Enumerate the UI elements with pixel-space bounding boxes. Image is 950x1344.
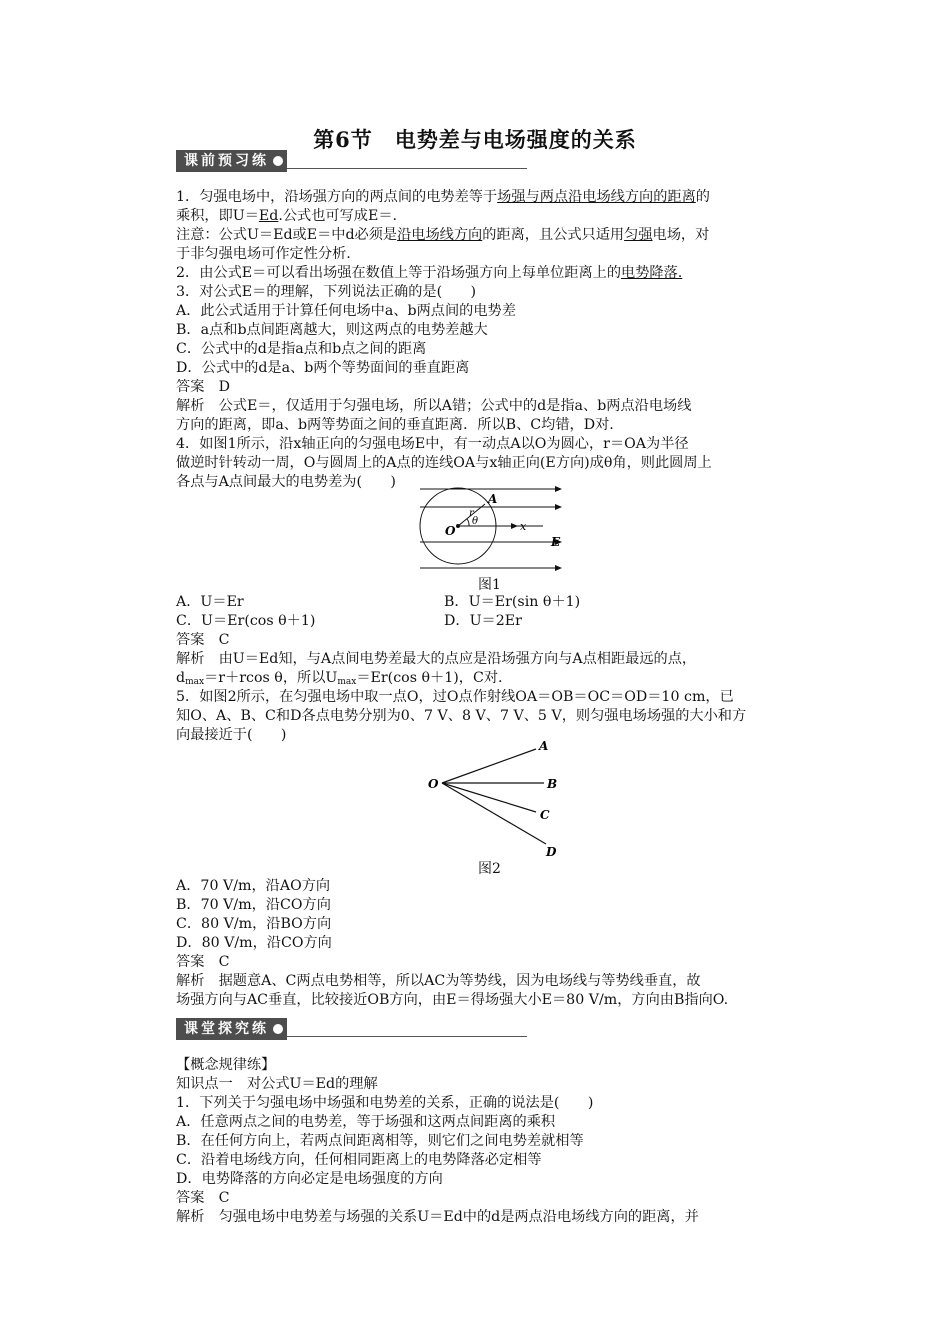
figure-1-caption: 图1 bbox=[478, 577, 501, 593]
section-title: 电势差与电场强度的关系 bbox=[394, 127, 637, 152]
arrow-icon bbox=[511, 523, 518, 529]
banner-label: 课堂探究练 bbox=[184, 1021, 269, 1037]
label-d: D bbox=[546, 845, 557, 859]
arrow-icon bbox=[555, 486, 562, 492]
note-line2: 于非匀强电场可作定性分析. bbox=[176, 246, 351, 262]
p1-option-d: D．电势降落的方向必定是电场强度的方向 bbox=[176, 1171, 443, 1187]
q3-option-d: D．公式中的d是a、b两个等势面间的垂直距离 bbox=[176, 360, 470, 376]
banner-preview bbox=[176, 150, 527, 172]
arrow-icon bbox=[555, 565, 562, 571]
label-a: A bbox=[539, 739, 549, 753]
label-o: O bbox=[445, 524, 456, 538]
q4-explanation-2: $d_{max}=r+rcos$ θ，所以$U_{max}=Er(\cos$ θ＋1)，C对. bbox=[176, 670, 503, 687]
section-heading: 【概念规律练】 bbox=[176, 1057, 276, 1073]
p1-option-c: C．沿着电场线方向，任何相同距离上的电势降落必定相等 bbox=[176, 1152, 542, 1168]
q5-option-c: C．80 V/m，沿BO方向 bbox=[176, 916, 332, 932]
q4-option-a: A．U＝Er bbox=[176, 594, 244, 610]
q3-option-c: C．公式中的d是指a点和b点之间的距离 bbox=[176, 341, 427, 357]
label-r: r bbox=[469, 508, 474, 519]
figure-2 bbox=[424, 736, 564, 861]
dot-icon bbox=[273, 156, 283, 166]
q4-line2: 做逆时针转动一周，O与圆周上的A点的连线OA与x轴正向(E方向)成θ角，则此圆周上 bbox=[176, 455, 712, 471]
divider bbox=[287, 168, 527, 169]
figure-1 bbox=[415, 482, 565, 577]
banner-label: 课前预习练 bbox=[184, 153, 269, 169]
q3-option-b: B．a点和b点间距离越大，则这两点的电势差越大 bbox=[176, 322, 488, 338]
q5-option-d: D．80 V/m，沿CO方向 bbox=[176, 935, 332, 951]
label-c: C bbox=[540, 808, 550, 822]
q4-answer: 答案 C bbox=[176, 632, 230, 648]
q3-answer: 答案 D bbox=[176, 379, 230, 395]
q3-explanation-1: 解析 公式E＝，仅适用于匀强电场，所以A错；公式中的d是指a、b两点沿电场线 bbox=[176, 398, 692, 414]
label-b: B bbox=[547, 777, 558, 791]
section-number: 第6节 bbox=[313, 127, 373, 152]
divider bbox=[287, 1036, 527, 1037]
q5-explanation-1: 解析 据题意A、C两点电势相等，所以AC为等势线，因为电场线与等势线垂直，故 bbox=[176, 973, 701, 989]
q4-line1: 4．如图1所示，沿x轴正向的匀强电场E中，有一动点A以O为圆心，r＝OA为半径 bbox=[176, 436, 689, 452]
p1-stem: 1．下列关于匀强电场中场强和电势差的关系，正确的说法是( ) bbox=[176, 1095, 594, 1111]
q5-line2: 知O、A、B、C和D各点电势分别为0、7 V、8 V、7 V、5 V，则匀强电场场强的大小和方 bbox=[176, 708, 747, 724]
q1-line2: 乘积，即U＝Ed.公式也可写成E＝. bbox=[176, 208, 398, 224]
p1-explanation-1: 解析 匀强电场中电势差与场强的关系U＝Ed中的d是两点沿电场线方向的距离，并 bbox=[176, 1209, 699, 1225]
q5-answer: 答案 C bbox=[176, 954, 230, 970]
q4-option-d: D．U＝2Er bbox=[444, 613, 522, 629]
label-o: O bbox=[428, 777, 439, 791]
label-theta: θ bbox=[472, 516, 479, 527]
note-line1: 注意：公式U＝Ed或E＝中d必须是沿电场线方向的距离，且公式只适用匀强电场，对 bbox=[176, 227, 710, 243]
q2-line: 2．由公式E＝可以看出场强在数值上等于沿场强方向上每单位距离上的电势降落. bbox=[176, 265, 683, 281]
q4-option-b: B．U＝Er(sin θ＋1) bbox=[444, 594, 581, 610]
q5-option-b: B．70 V/m，沿CO方向 bbox=[176, 897, 331, 913]
q1-line1: 1．匀强电场中，沿场强方向的两点间的电势差等于场强与两点沿电场线方向的距离的 bbox=[176, 189, 710, 205]
p1-answer: 答案 C bbox=[176, 1190, 230, 1206]
q4-line3: 各点与A点间最大的电势差为( ) bbox=[176, 474, 396, 490]
banner-classroom bbox=[176, 1018, 527, 1040]
p1-option-b: B．在任何方向上，若两点间距离相等，则它们之间电势差就相等 bbox=[176, 1133, 584, 1149]
dot-icon bbox=[273, 1024, 283, 1034]
knowledge-point: 知识点一 对公式U＝Ed的理解 bbox=[176, 1076, 378, 1092]
label-e: E bbox=[551, 535, 561, 549]
q3-stem: 3．对公式E＝的理解，下列说法正确的是( ) bbox=[176, 284, 477, 300]
q5-line3: 向最接近于( ) bbox=[176, 727, 287, 743]
p1-option-a: A．任意两点之间的电势差，等于场强和这两点间距离的乘积 bbox=[176, 1114, 556, 1130]
q3-option-a: A．此公式适用于计算任何电场中a、b两点间的电势差 bbox=[176, 303, 516, 319]
q3-explanation-2: 方向的距离，即a、b两等势面之间的垂直距离．所以B、C均错，D对. bbox=[176, 417, 614, 433]
q4-option-c: C．U＝Er(cos θ＋1) bbox=[176, 613, 316, 629]
figure-2-caption: 图2 bbox=[478, 861, 501, 877]
q5-option-a: A．70 V/m，沿AO方向 bbox=[176, 878, 331, 894]
arrow-icon bbox=[555, 504, 562, 510]
label-x: x bbox=[520, 520, 527, 533]
q5-explanation-2: 场强方向与AC垂直，比较接近OB方向，由E＝得场强大小E＝80 V/m，方向由B指向O. bbox=[176, 992, 729, 1008]
q4-explanation-1: 解析 由U＝Ed知，与A点间电势差最大的点应是沿场强方向与A点相距最远的点， bbox=[176, 651, 697, 667]
q5-line1: 5．如图2所示，在匀强电场中取一点O，过O点作射线OA＝OB＝OC＝OD＝10 cm，已 bbox=[176, 689, 734, 705]
label-a: A bbox=[488, 492, 498, 506]
